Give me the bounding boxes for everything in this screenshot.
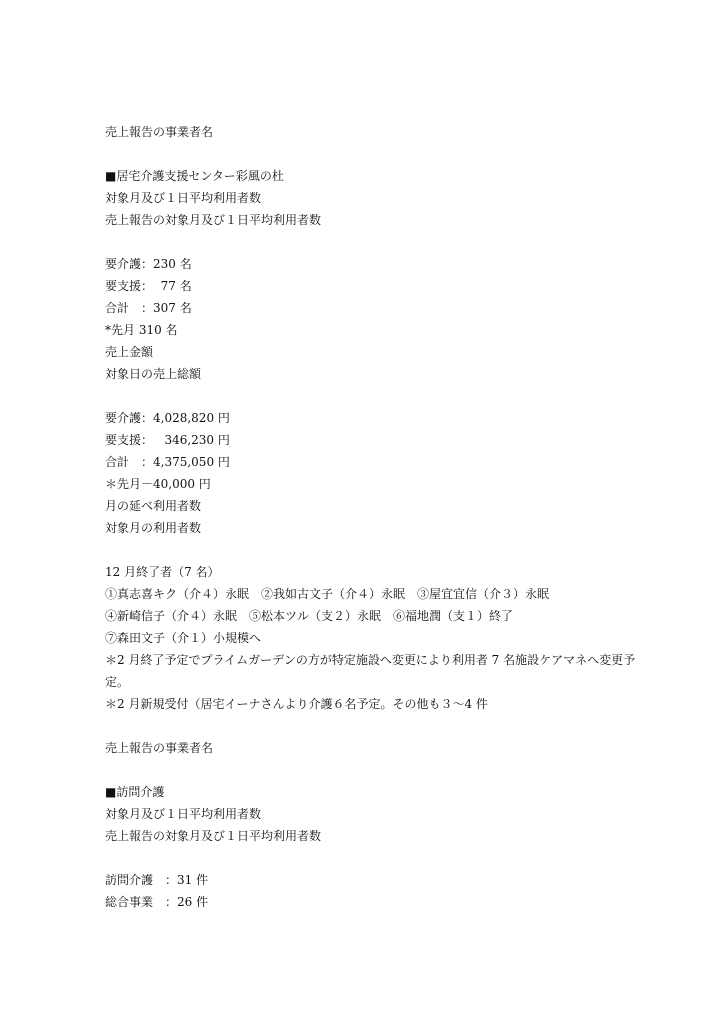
prev-month-sales: ＊先月－40,000 円: [105, 477, 211, 491]
spacer: [105, 231, 645, 253]
terminations-line3: ⑦森田文子（介１）小規模へ: [105, 631, 262, 645]
spacer: [105, 539, 645, 561]
section1-title: 売上報告の事業者名: [105, 125, 214, 139]
visit-care-count: 訪問介護 ：31 件: [105, 873, 209, 887]
users-label2: 対象月の利用者数: [105, 521, 202, 535]
section1-facility: ■居宅介護支援センター彩風の杜: [105, 169, 284, 183]
terminations-line2: ④新崎信子（介４）永眠 ⑤松本ツル（支２）永眠 ⑥福地潤（支１）終了: [105, 609, 514, 623]
terminations-note1: ＊2 月終了予定でプライムガーデンの方が特定施設へ変更により利用者 7 名施設ケアマネへ変更予定。: [105, 653, 636, 689]
support-sales: 要支援： 346,230 円: [105, 433, 230, 447]
total-sales: 合計 ：4,375,050 円: [105, 455, 230, 469]
care-count: 要介護：230 名: [105, 257, 192, 271]
spacer: [105, 759, 645, 781]
sales-label2: 対象日の売上総額: [105, 367, 202, 381]
terminations-line1: ①真志喜キク（介４）永眠 ②我如古文子（介４）永眠 ③屋宜宜信（介３）永眠: [105, 587, 550, 601]
spacer: [105, 715, 645, 737]
section2-month-label: 対象月及び１日平均利用者数: [105, 807, 262, 821]
document-page: [105, 121, 645, 913]
spacer: [105, 143, 645, 165]
section2-title: 売上報告の事業者名: [105, 741, 214, 755]
section2-month-label2: 売上報告の対象月及び１日平均利用者数: [105, 829, 322, 843]
total-count: 合計 ：307 名: [105, 301, 192, 315]
sales-label: 売上金額: [105, 345, 154, 359]
spacer: [105, 385, 645, 407]
support-count: 要支援： 77 名: [105, 279, 192, 293]
section1-month-label: 対象月及び１日平均利用者数: [105, 191, 262, 205]
spacer: [105, 847, 645, 869]
section1-month-label2: 売上報告の対象月及び１日平均利用者数: [105, 213, 322, 227]
terminations-note2: ＊2 月新規受付（居宅イーナさんより介護６名予定。その他も３～4 件: [105, 697, 488, 711]
users-label: 月の延べ利用者数: [105, 499, 202, 513]
prev-month-count: *先月 310 名: [105, 323, 178, 337]
general-service-count: 総合事業 ：26 件: [105, 895, 209, 909]
terminations-header: 12 月終了者（7 名）: [105, 565, 220, 579]
section2-facility: ■訪問介護: [105, 785, 165, 799]
care-sales: 要介護：4,028,820 円: [105, 411, 230, 425]
